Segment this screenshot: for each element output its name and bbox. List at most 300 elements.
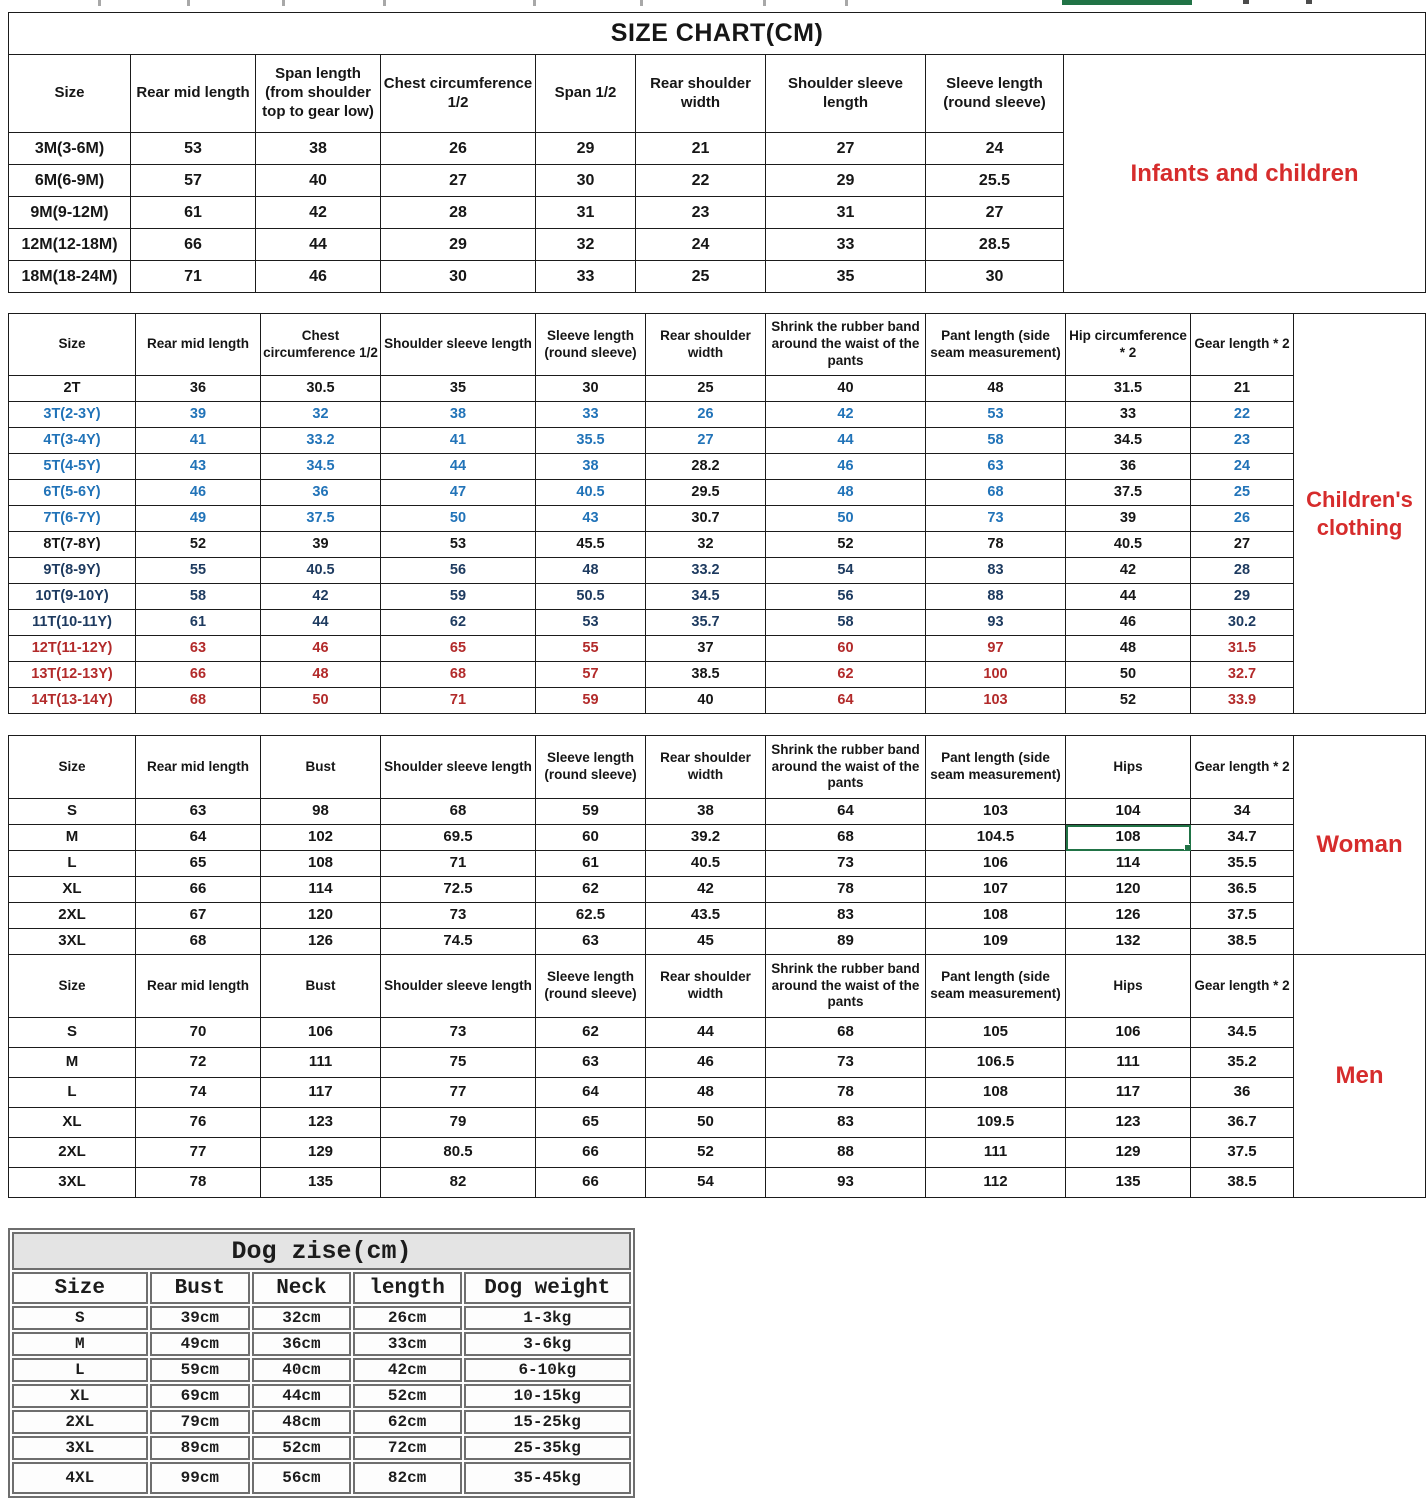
value-cell: 36 [1191, 1078, 1294, 1108]
value-cell: 3-6kg [464, 1332, 631, 1356]
woman-row-XL [9, 877, 1426, 903]
value-cell: 108 [926, 903, 1066, 929]
value-cell: 93 [766, 1168, 926, 1198]
value-cell: 88 [926, 584, 1066, 610]
value-cell: 57 [536, 662, 646, 688]
value-cell: 50 [261, 688, 381, 714]
value-cell: 37.5 [1191, 1138, 1294, 1168]
value-cell: 48 [646, 1078, 766, 1108]
size-cell: 2XL [9, 1138, 136, 1168]
value-cell: 23 [1191, 428, 1294, 454]
value-cell: 36 [136, 376, 261, 402]
size-cell: 3XL [12, 1436, 148, 1460]
infants-header-2: Span length (from shoulder top to gear low) [256, 55, 381, 133]
value-cell: 108 [926, 1078, 1066, 1108]
value-cell: 56 [766, 584, 926, 610]
value-cell: 62.5 [536, 903, 646, 929]
value-cell: 27 [926, 197, 1064, 229]
grid-tick [1243, 0, 1249, 4]
value-cell: 33.2 [261, 428, 381, 454]
dog-header-1: Bust [150, 1272, 251, 1304]
infants-size-table [8, 12, 1426, 293]
men-header-5: Rear shoulder width [646, 955, 766, 1018]
value-cell: 50 [646, 1108, 766, 1138]
value-cell: 55 [136, 558, 261, 584]
infants-header-1: Rear mid length [131, 55, 256, 133]
value-cell: 37.5 [1066, 480, 1191, 506]
value-cell: 59cm [150, 1358, 251, 1382]
value-cell: 27 [646, 428, 766, 454]
size-cell: 9M(9-12M) [9, 197, 131, 229]
value-cell: 111 [1066, 1048, 1191, 1078]
value-cell: 44 [766, 428, 926, 454]
value-cell: 63 [926, 454, 1066, 480]
value-cell: 65 [136, 851, 261, 877]
value-cell: 27 [1191, 532, 1294, 558]
value-cell: 35.5 [1191, 851, 1294, 877]
value-cell: 48 [766, 480, 926, 506]
men-header-0: Size [9, 955, 136, 1018]
value-cell: 117 [1066, 1078, 1191, 1108]
value-cell: 46 [1066, 610, 1191, 636]
size-chart-title-row [9, 13, 1426, 55]
size-cell: 6T(5-6Y) [9, 480, 136, 506]
value-cell: 36.7 [1191, 1108, 1294, 1138]
men-row-2XL [9, 1138, 1426, 1168]
value-cell: 71 [381, 851, 536, 877]
dog-header-0: Size [12, 1272, 148, 1304]
value-cell: 33.2 [646, 558, 766, 584]
value-cell: 68 [381, 799, 536, 825]
value-cell: 44 [646, 1018, 766, 1048]
value-cell: 93 [926, 610, 1066, 636]
value-cell: 26cm [353, 1306, 462, 1330]
value-cell: 38.5 [646, 662, 766, 688]
men-row-M [9, 1048, 1426, 1078]
value-cell: 79 [381, 1108, 536, 1138]
value-cell: 40.5 [261, 558, 381, 584]
dog-row-4XL [12, 1462, 631, 1494]
value-cell: 42 [256, 197, 381, 229]
value-cell: 26 [646, 402, 766, 428]
dog-title-row [12, 1232, 631, 1270]
value-cell: 25 [636, 261, 766, 293]
value-cell: 36cm [252, 1332, 351, 1356]
value-cell: 30 [536, 165, 636, 197]
value-cell: 40.5 [536, 480, 646, 506]
value-cell: 29.5 [646, 480, 766, 506]
selection-remnant-bar [1062, 0, 1192, 5]
value-cell: 97 [926, 636, 1066, 662]
value-cell: 53 [536, 610, 646, 636]
value-cell: 31 [766, 197, 926, 229]
value-cell: 83 [766, 1108, 926, 1138]
dog-row-L [12, 1358, 631, 1382]
grid-tick [1306, 0, 1312, 4]
value-cell: 73 [766, 1048, 926, 1078]
value-cell: 58 [136, 584, 261, 610]
value-cell: 89cm [150, 1436, 251, 1460]
value-cell: 44 [1066, 584, 1191, 610]
value-cell: 1-3kg [464, 1306, 631, 1330]
value-cell: 65 [381, 636, 536, 662]
value-cell: 52 [766, 532, 926, 558]
value-cell: 38 [256, 133, 381, 165]
value-cell: 61 [131, 197, 256, 229]
value-cell: 48cm [252, 1410, 351, 1434]
value-cell: 40.5 [1066, 532, 1191, 558]
value-cell: 105 [926, 1018, 1066, 1048]
value-cell: 83 [766, 903, 926, 929]
value-cell: 42 [261, 584, 381, 610]
value-cell: 123 [261, 1108, 381, 1138]
size-cell: XL [12, 1384, 148, 1408]
value-cell: 32 [536, 229, 636, 261]
value-cell: 29 [1191, 584, 1294, 610]
value-cell: 33cm [353, 1332, 462, 1356]
infants-header-4: Span 1/2 [536, 55, 636, 133]
value-cell: 24 [1191, 454, 1294, 480]
value-cell: 10-15kg [464, 1384, 631, 1408]
value-cell: 32.7 [1191, 662, 1294, 688]
value-cell: 27 [766, 133, 926, 165]
value-cell: 46 [766, 454, 926, 480]
value-cell: 111 [261, 1048, 381, 1078]
value-cell: 78 [766, 877, 926, 903]
value-cell: 63 [536, 1048, 646, 1078]
children-header-1: Rear mid length [136, 314, 261, 376]
value-cell: 72 [136, 1048, 261, 1078]
value-cell: 29 [766, 165, 926, 197]
value-cell: 64 [536, 1078, 646, 1108]
value-cell: 99cm [150, 1462, 251, 1494]
value-cell: 34.5 [646, 584, 766, 610]
value-cell: 52 [1066, 688, 1191, 714]
men-row-L [9, 1078, 1426, 1108]
value-cell: 45 [646, 929, 766, 955]
grid-tick [187, 0, 190, 6]
value-cell: 103 [926, 799, 1066, 825]
value-cell: 132 [1066, 929, 1191, 955]
value-cell: 53 [381, 532, 536, 558]
value-cell: 62 [536, 1018, 646, 1048]
value-cell: 53 [131, 133, 256, 165]
value-cell: 82cm [353, 1462, 462, 1494]
value-cell: 59 [381, 584, 536, 610]
size-cell: 3M(3-6M) [9, 133, 131, 165]
value-cell: 52 [646, 1138, 766, 1168]
children-row-14T(13-14Y) [9, 688, 1426, 714]
value-cell: 100 [926, 662, 1066, 688]
value-cell: 57 [131, 165, 256, 197]
size-cell: 12T(11-12Y) [9, 636, 136, 662]
value-cell: 31.5 [1191, 636, 1294, 662]
value-cell: 36 [1066, 454, 1191, 480]
value-cell: 74 [136, 1078, 261, 1108]
value-cell: 40 [766, 376, 926, 402]
value-cell: 28 [1191, 558, 1294, 584]
value-cell: 38.5 [1191, 929, 1294, 955]
value-cell: 44 [381, 454, 536, 480]
value-cell: 88 [766, 1138, 926, 1168]
woman-header-2: Bust [261, 736, 381, 799]
value-cell: 52 [136, 532, 261, 558]
woman-header-row [9, 736, 1426, 799]
children-header-7: Pant length (side seam measurement) [926, 314, 1066, 376]
dog-row-3XL [12, 1436, 631, 1460]
value-cell: 29 [536, 133, 636, 165]
grid-tick [533, 0, 536, 6]
size-cell: 3XL [9, 1168, 136, 1198]
value-cell: 38 [381, 402, 536, 428]
value-cell: 98 [261, 799, 381, 825]
children-row-5T(4-5Y) [9, 454, 1426, 480]
value-cell: 49cm [150, 1332, 251, 1356]
value-cell: 39 [136, 402, 261, 428]
value-cell: 120 [261, 903, 381, 929]
size-cell: M [12, 1332, 148, 1356]
size-cell: 12M(12-18M) [9, 229, 131, 261]
value-cell: 39 [261, 532, 381, 558]
grid-tick [640, 0, 643, 6]
value-cell: 67 [136, 903, 261, 929]
value-cell: 111 [926, 1138, 1066, 1168]
value-cell: 22 [636, 165, 766, 197]
value-cell: 46 [261, 636, 381, 662]
men-row-S [9, 1018, 1426, 1048]
value-cell: 114 [1066, 851, 1191, 877]
woman-header-6: Shrink the rubber band around the waist of the pants [766, 736, 926, 799]
dog-table-title: Dog zise(cm) [12, 1232, 631, 1270]
value-cell: 135 [261, 1168, 381, 1198]
value-cell: 117 [261, 1078, 381, 1108]
size-cell: M [9, 825, 136, 851]
value-cell: 33 [766, 229, 926, 261]
value-cell: 36 [261, 480, 381, 506]
value-cell: 106.5 [926, 1048, 1066, 1078]
woman-side-label: Woman [1294, 736, 1426, 955]
value-cell: 63 [136, 636, 261, 662]
value-cell: 106 [926, 851, 1066, 877]
value-cell: 108 [261, 851, 381, 877]
value-cell: 6-10kg [464, 1358, 631, 1382]
value-cell: 42 [766, 402, 926, 428]
value-cell: 40.5 [646, 851, 766, 877]
size-cell: 9T(8-9Y) [9, 558, 136, 584]
value-cell: 42cm [353, 1358, 462, 1382]
infants-header-6: Shoulder sleeve length [766, 55, 926, 133]
size-cell: S [12, 1306, 148, 1330]
children-header-row [9, 314, 1426, 376]
size-cell: XL [9, 1108, 136, 1138]
size-cell: 10T(9-10Y) [9, 584, 136, 610]
grid-tick [98, 0, 101, 6]
size-chart-title: SIZE CHART(CM) [9, 13, 1426, 55]
value-cell: 78 [766, 1078, 926, 1108]
value-cell: 58 [766, 610, 926, 636]
value-cell: 62 [766, 662, 926, 688]
woman-header-5: Rear shoulder width [646, 736, 766, 799]
children-size-table [8, 313, 1426, 714]
value-cell: 34.7 [1191, 825, 1294, 851]
value-cell: 52cm [252, 1436, 351, 1460]
size-cell: 7T(6-7Y) [9, 506, 136, 532]
woman-header-0: Size [9, 736, 136, 799]
infants-header-5: Rear shoulder width [636, 55, 766, 133]
children-row-3T(2-3Y) [9, 402, 1426, 428]
children-row-10T(9-10Y) [9, 584, 1426, 610]
children-row-9T(8-9Y) [9, 558, 1426, 584]
value-cell: 66 [136, 662, 261, 688]
value-cell: 66 [131, 229, 256, 261]
value-cell: 50 [1066, 662, 1191, 688]
value-cell: 23 [636, 197, 766, 229]
value-cell: 114 [261, 877, 381, 903]
value-cell: 40cm [252, 1358, 351, 1382]
value-cell: 24 [926, 133, 1064, 165]
children-header-3: Shoulder sleeve length [381, 314, 536, 376]
woman-row-2XL [9, 903, 1426, 929]
value-cell: 63 [536, 929, 646, 955]
value-cell: 37.5 [1191, 903, 1294, 929]
value-cell: 42 [1066, 558, 1191, 584]
value-cell: 60 [536, 825, 646, 851]
infants-side-label: Infants and children [1064, 55, 1426, 293]
value-cell: 56 [381, 558, 536, 584]
dog-header-4: Dog weight [464, 1272, 631, 1304]
value-cell: 66 [536, 1138, 646, 1168]
value-cell: 26 [381, 133, 536, 165]
value-cell: 32 [646, 532, 766, 558]
value-cell: 21 [1191, 376, 1294, 402]
value-cell: 74.5 [381, 929, 536, 955]
children-row-13T(12-13Y) [9, 662, 1426, 688]
value-cell: 52cm [353, 1384, 462, 1408]
value-cell: 77 [136, 1138, 261, 1168]
woman-row-3XL [9, 929, 1426, 955]
men-row-XL [9, 1108, 1426, 1138]
woman-header-1: Rear mid length [136, 736, 261, 799]
value-cell: 30 [926, 261, 1064, 293]
value-cell: 83 [926, 558, 1066, 584]
children-header-2: Chest circumference 1/2 [261, 314, 381, 376]
woman-header-7: Pant length (side seam measurement) [926, 736, 1066, 799]
value-cell: 62cm [353, 1410, 462, 1434]
value-cell: 39 [1066, 506, 1191, 532]
value-cell: 69.5 [381, 825, 536, 851]
size-cell: 2XL [9, 903, 136, 929]
selected-cell: 108 [1066, 825, 1191, 851]
children-side-label: Children's clothing [1294, 314, 1426, 714]
value-cell: 22 [1191, 402, 1294, 428]
value-cell: 26 [1191, 506, 1294, 532]
size-cell: S [9, 1018, 136, 1048]
grid-tick [383, 0, 386, 6]
value-cell: 56cm [252, 1462, 351, 1494]
infants-header-3: Chest circumference 1/2 [381, 55, 536, 133]
value-cell: 39.2 [646, 825, 766, 851]
value-cell: 69cm [150, 1384, 251, 1408]
value-cell: 68 [926, 480, 1066, 506]
value-cell: 38 [536, 454, 646, 480]
value-cell: 21 [636, 133, 766, 165]
value-cell: 37 [646, 636, 766, 662]
value-cell: 30.5 [261, 376, 381, 402]
value-cell: 102 [261, 825, 381, 851]
value-cell: 34.5 [1191, 1018, 1294, 1048]
infants-header-0: Size [9, 55, 131, 133]
value-cell: 66 [536, 1168, 646, 1198]
value-cell: 123 [1066, 1108, 1191, 1138]
value-cell: 50 [766, 506, 926, 532]
woman-header-4: Sleeve length (round sleeve) [536, 736, 646, 799]
value-cell: 64 [766, 688, 926, 714]
men-header-9: Gear length * 2 [1191, 955, 1294, 1018]
value-cell: 40 [256, 165, 381, 197]
value-cell: 25-35kg [464, 1436, 631, 1460]
value-cell: 73 [926, 506, 1066, 532]
value-cell: 28 [381, 197, 536, 229]
value-cell: 106 [261, 1018, 381, 1048]
size-cell: L [12, 1358, 148, 1382]
value-cell: 33 [1066, 402, 1191, 428]
value-cell: 25 [1191, 480, 1294, 506]
size-cell: 4XL [12, 1462, 148, 1494]
infants-header-7: Sleeve length (round sleeve) [926, 55, 1064, 133]
value-cell: 48 [536, 558, 646, 584]
value-cell: 77 [381, 1078, 536, 1108]
value-cell: 32 [261, 402, 381, 428]
value-cell: 72cm [353, 1436, 462, 1460]
value-cell: 55 [536, 636, 646, 662]
men-header-2: Bust [261, 955, 381, 1018]
value-cell: 104 [1066, 799, 1191, 825]
value-cell: 73 [766, 851, 926, 877]
value-cell: 35.7 [646, 610, 766, 636]
dog-row-M [12, 1332, 631, 1356]
value-cell: 46 [646, 1048, 766, 1078]
value-cell: 72.5 [381, 877, 536, 903]
children-row-7T(6-7Y) [9, 506, 1426, 532]
value-cell: 104.5 [926, 825, 1066, 851]
children-header-4: Sleeve length (round sleeve) [536, 314, 646, 376]
value-cell: 66 [136, 877, 261, 903]
value-cell: 31 [536, 197, 636, 229]
size-cell: L [9, 1078, 136, 1108]
men-header-8: Hips [1066, 955, 1191, 1018]
value-cell: 61 [136, 610, 261, 636]
value-cell: 129 [1066, 1138, 1191, 1168]
size-cell: 2T [9, 376, 136, 402]
men-header-3: Shoulder sleeve length [381, 955, 536, 1018]
children-row-11T(10-11Y) [9, 610, 1426, 636]
value-cell: 50 [381, 506, 536, 532]
size-cell: S [9, 799, 136, 825]
value-cell: 54 [646, 1168, 766, 1198]
value-cell: 68 [136, 929, 261, 955]
size-cell: 2XL [12, 1410, 148, 1434]
value-cell: 126 [1066, 903, 1191, 929]
value-cell: 43.5 [646, 903, 766, 929]
value-cell: 44 [256, 229, 381, 261]
children-row-2T [9, 376, 1426, 402]
value-cell: 46 [136, 480, 261, 506]
value-cell: 62 [381, 610, 536, 636]
grid-tick [845, 0, 848, 6]
men-side-label: Men [1294, 955, 1426, 1198]
value-cell: 34.5 [1066, 428, 1191, 454]
value-cell: 109.5 [926, 1108, 1066, 1138]
